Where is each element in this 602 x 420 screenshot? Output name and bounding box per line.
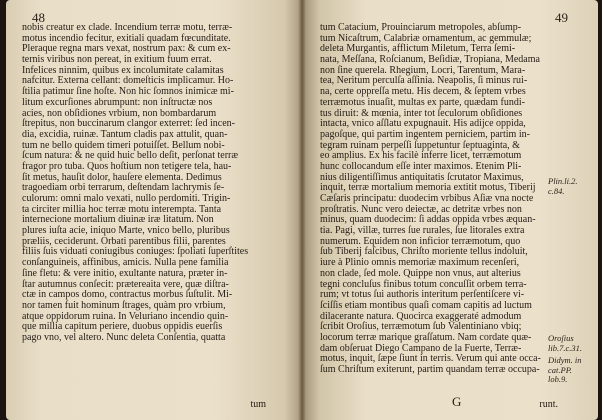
text-line: dam obſeruat Diego Campano de la Fuerte, Terræ-	[320, 342, 522, 354]
text-line: tum ne bello quidem timeri potuiſſet. Bellum nobi-	[22, 139, 225, 151]
catchword-left: tum	[250, 399, 266, 410]
text-line: atque oppidorum ruina. In Veluriano incendio quin-	[22, 310, 229, 322]
book-spread	[6, 0, 598, 420]
text-line: ta circiter millia hoc terræ motu interempta. Tanta	[22, 203, 222, 215]
page-number-left: 48	[32, 10, 45, 25]
text-line: fragor pro tuba. Quos hoſtium non tetigere tela, hau-	[22, 160, 232, 172]
text-line: Pleraque regna mars vexat, nostrum pax: & cum ex-	[22, 43, 231, 55]
text-line: tegni concluſus finibus totum concuſſit orbem terra-	[320, 278, 527, 290]
text-line: intacta, vnico aſſlatu expugnauit. His adijce oppida,	[320, 118, 526, 130]
left-page	[6, 0, 302, 420]
page-number-right: 49	[555, 10, 568, 25]
text-line: pago vno, vel altero. Nunc deleta Conſentia, quatta	[22, 331, 226, 343]
text-line: iure à Plinio omnis memoriæ maximum recenſeri,	[320, 257, 520, 269]
text-line: motus incendio fecitur, exitiali quadam fœcunditate.	[22, 32, 231, 44]
text-line: filiis ſuis viduati coniugibus coniuges: ſpoliati ſuperſtites	[22, 246, 249, 258]
text-line: inquit, terræ mortalium memoria extitit motus, Tiberij	[320, 182, 536, 194]
text-line: ſub Tiberij faſcibus, Chriſto moriente tellus indoluit,	[320, 246, 528, 258]
margin-note-orosius: Oroſius lib.7.c.31.	[548, 333, 582, 353]
text-line: nafcitur. Externa cellant: domeſticis implicamur. Ho-	[22, 75, 234, 87]
text-line: Infelices ninnim, quibus ex incolumitate calamitas	[22, 64, 224, 76]
text-line: dia, excidia, ruinæ. Tantum cladis pax attulit, quan-	[22, 128, 228, 140]
text-line: præliis, ceciderunt. Orbati parentibus filii, parentes	[22, 235, 226, 247]
text-line: nata, Meſſana, Roſcianum, Beſidiæ, Tropiana, Medama	[320, 54, 540, 66]
text-line: Cæſaris principatu: duodecim vrbibus Aſiæ vna nocte	[320, 193, 534, 204]
text-line: conſanguineis, affinibus, amicis. Nulla pene familia	[22, 257, 229, 269]
text-line: ſcribit Oroſius, terræmotum ſub Valentiniano vbiq;	[320, 321, 522, 333]
text-line: ſtrepitus, non buccinarum clangor exterret: ſed incen-	[22, 118, 235, 130]
text-line: hunc collocandum eſſe inter maximos. Etenim Pli-	[320, 160, 522, 172]
text-line: acies, non obſidiones vrbium, non bombardarum	[22, 107, 217, 119]
text-line: ſtar autumnus conſecit: prætereaita vere, quæ diſtra-	[22, 278, 229, 290]
text-line: terræmotus inuaſit, multas ex parte, quædam fundi-	[320, 96, 525, 108]
text-line: ſum Chriſtum exiterunt, partim quandam terræ occupa-	[320, 364, 540, 375]
book-gutter	[298, 0, 306, 420]
text-line: tum Nicaſtrum, Calabriæ ornamentum, ac gemmulæ;	[320, 32, 532, 44]
text-line: tegram ruinam perpeſſi ſuppetuntur ſeptuaginta, &	[320, 139, 520, 151]
text-line: minus, quam duodecim: ſi addas oppida vrbes æquan-	[320, 214, 536, 226]
text-line: que millia capitum periere, duobus oppidis euerſis	[22, 321, 223, 333]
text-line: ternis viribus non pereat, in exitium fuum errat.	[22, 54, 212, 66]
text-line: pagoſque, qui partim ingentem perniciem, partim in-	[320, 128, 530, 140]
text-line: na, certe oppreſſa metu. His decem, & ſeptem vrbes	[320, 86, 526, 98]
text-line: motus, inquit, ſæpe ſiunt in terris. Verum qui ante occa-	[320, 353, 541, 365]
text-line: ſtilia patimur ſine hoſte. Non hic ſomnos inimicæ mi-	[22, 86, 234, 98]
text-line: ſit metus, hauſit dolor, hauſere elementa. Dedimus	[22, 171, 222, 183]
text-line: nius diligentiſſimus antiquitatis ſcrutator Maximus,	[320, 171, 524, 183]
text-line: culorum: omni malo vexati, nullo perdomiti. Trigin-	[22, 193, 231, 204]
text-line: litum excurſiones abrumpunt: non inſtructæ nos	[22, 96, 213, 108]
text-line: tus diruit: & mœnia, inter tot ſeculorum obſidiones	[320, 107, 523, 119]
text-line: dilacerante natura. Quocirca exaggeraté admodum	[320, 310, 522, 322]
signature-mark: G	[452, 394, 462, 409]
text-line: nor tamen fuit hominum ſtrages, quàm pro vrbium,	[22, 299, 226, 311]
margin-note-didymus: Didym. in cat.PP. lob.9.	[548, 355, 582, 384]
text-line: numerum. Equidem non inficior terræmotum, quo	[320, 235, 521, 247]
text-line: non ſine querela. Rhegium, Locri, Tarentum, Mara-	[320, 64, 526, 76]
text-line: ſciſſis etiam montibus quaſi comam capitis ad luctum	[320, 299, 532, 311]
text-line: tragoediam orbi terrarum, deſtendam lachrymis ſe-	[22, 182, 225, 194]
text-line: internecione mortalium diuinæ iræ litatum. Non	[22, 214, 214, 226]
text-line: ctæ in campos domo, contractus morbus ſuſtulit. Mi-	[22, 289, 233, 301]
text-line: tum Catacium, Prouinciarum metropoles, abſump-	[320, 22, 522, 33]
text-line: non clade, ſed mole. Quippe non vnus, aut alterius	[320, 267, 521, 279]
text-line: nobis creatur ex clade. Incendium terræ motu, terræ-	[22, 22, 233, 33]
catchword-right: runt.	[539, 399, 558, 410]
text-line: proſtratis. Nunc vero deiectæ, ac detritæ vrbes non	[320, 203, 522, 215]
text-line: ſcum natura: & ne quid huic bello deſit, perſonat terræ	[22, 150, 239, 162]
text-line: rum; vt totus ſui authoris interitum perſentiſcere vi-	[320, 289, 525, 301]
text-line: plures iuſta acie, iniquo Marte, vnico bello, pluribus	[22, 225, 230, 237]
text-line: tia. Pagi, villæ, turres ſue rurales, ſue litorales extra	[320, 225, 525, 237]
right-page-text	[320, 23, 550, 376]
text-line: deleta Murgantis, afflictum Miletum, Terra ſemi-	[320, 43, 516, 55]
margin-note-pliny: Plin.li.2. c.84.	[548, 176, 578, 196]
text-line: eo amplius. Ex his facilè inferre licet, terræmotum	[320, 150, 522, 162]
text-line: ſine fletu: & vere initio, exultante natura, præter in-	[22, 267, 228, 279]
left-page-text	[22, 23, 284, 344]
text-line: locorum terræ marique graſſatum. Nam cordate quæ-	[320, 331, 532, 343]
text-line: tea, Neritum perculſa aſſinia. Neapolis, ſi minus rui-	[320, 75, 528, 87]
right-page	[302, 0, 598, 420]
